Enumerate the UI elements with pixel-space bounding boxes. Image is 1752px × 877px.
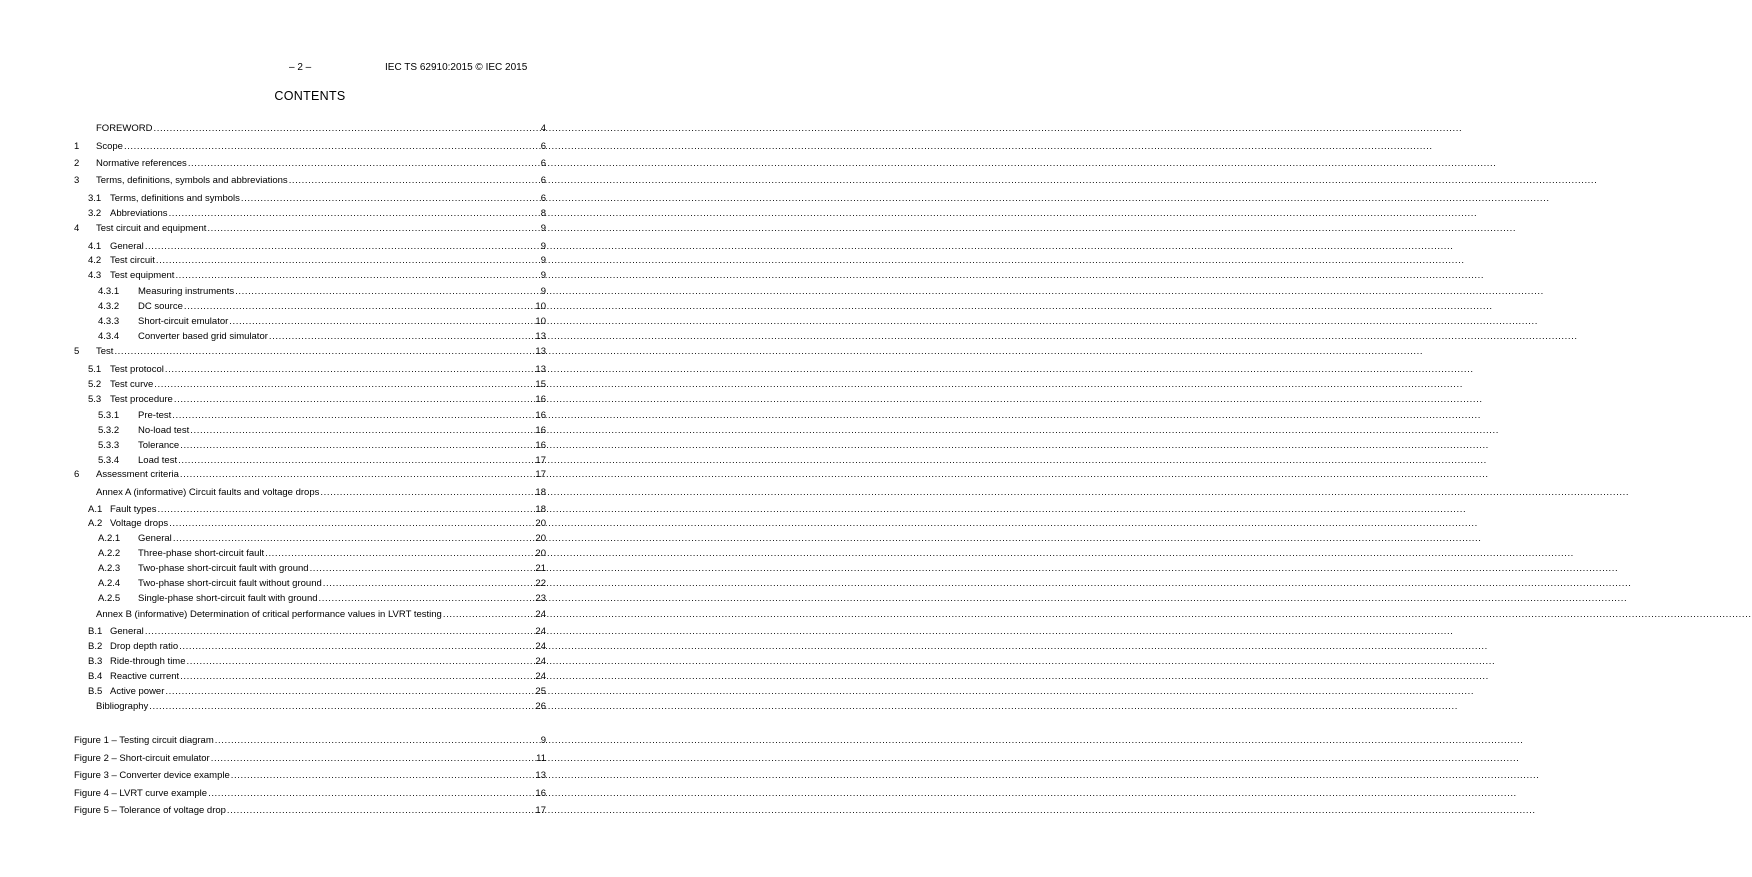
- toc-label: General: [138, 533, 172, 544]
- dot-leader: [229, 316, 534, 328]
- dot-leader: [157, 504, 534, 516]
- toc-number: 5.3.4: [98, 455, 120, 466]
- figure-page: 13: [535, 770, 546, 781]
- toc-entry[interactable]: [74, 139, 546, 153]
- toc-entry[interactable]: [74, 591, 546, 605]
- toc-label: General: [110, 241, 144, 252]
- toc-number: 4.2: [88, 255, 102, 266]
- dot-leader: [172, 410, 534, 422]
- toc-number: B.5: [88, 686, 103, 697]
- toc-label: Test curve: [110, 379, 154, 390]
- toc-number: 6: [74, 469, 80, 480]
- toc-label: Reactive current: [110, 671, 180, 682]
- toc-number: 4: [74, 223, 80, 234]
- toc-number: 5.2: [88, 379, 102, 390]
- toc-entry[interactable]: [74, 239, 546, 253]
- toc-page: 24: [535, 641, 546, 652]
- toc-page: 9: [540, 270, 546, 281]
- toc-entry[interactable]: [74, 408, 546, 422]
- toc-page: 6: [540, 175, 546, 186]
- figure-page: 11: [536, 753, 546, 764]
- dot-leader: [180, 440, 534, 452]
- dot-leader: [154, 379, 534, 391]
- toc-number: A.2.3: [98, 563, 121, 574]
- toc-page: 9: [540, 286, 546, 297]
- toc-number: 5.3.1: [98, 410, 120, 421]
- toc-page: 25: [535, 686, 546, 697]
- dot-leader: [165, 686, 534, 698]
- toc-page: 22: [535, 578, 546, 589]
- toc-label: Drop depth ratio: [110, 641, 179, 652]
- dot-leader: [319, 593, 535, 605]
- toc-label: Load test: [138, 455, 178, 466]
- toc-number: A.2.4: [98, 578, 121, 589]
- toc-label: Assessment criteria: [96, 469, 179, 480]
- toc-page: 20: [535, 548, 546, 559]
- toc-page: 13: [535, 364, 546, 375]
- toc-page: 9: [540, 255, 546, 266]
- toc-entry[interactable]: [74, 253, 546, 267]
- toc-page: 6: [540, 141, 546, 152]
- dot-leader: [269, 331, 535, 343]
- figure-label: Figure 1 – Testing circuit diagram: [74, 735, 214, 746]
- dot-leader: [180, 469, 535, 481]
- toc-entry[interactable]: [74, 624, 546, 638]
- toc-label: Two-phase short-circuit fault without ground: [138, 578, 322, 589]
- toc-number: B.3: [88, 656, 103, 667]
- dot-leader: [169, 208, 540, 220]
- toc-page: 16: [535, 425, 546, 436]
- figure-page: 17: [535, 805, 546, 816]
- dot-leader: [153, 123, 539, 135]
- toc-number: 4.1: [88, 241, 102, 252]
- toc-label: Annex B (informative) Determination of critical performance values in LVRT testing: [96, 609, 442, 620]
- page-title: CONTENTS: [274, 89, 346, 103]
- toc-number: 3.1: [88, 193, 102, 204]
- toc-entry[interactable]: [74, 344, 546, 358]
- toc-entry[interactable]: [74, 423, 546, 437]
- toc-page: 17: [535, 469, 546, 480]
- toc-page: 10: [535, 301, 546, 312]
- toc-number: 4.3.4: [98, 331, 120, 342]
- toc-label: Terms, definitions and symbols: [110, 193, 240, 204]
- toc-number: B.4: [88, 671, 103, 682]
- toc-label: Annex A (informative) Circuit faults and voltage drops: [96, 487, 320, 498]
- toc-page: 20: [535, 518, 546, 529]
- toc-label: Two-phase short-circuit fault with ground: [138, 563, 309, 574]
- toc-page: 24: [535, 609, 546, 620]
- dot-leader: [114, 346, 534, 358]
- figure-entry[interactable]: [74, 751, 546, 765]
- toc-entry[interactable]: [74, 329, 546, 343]
- toc-entry[interactable]: [74, 639, 546, 653]
- toc-entry[interactable]: [74, 607, 546, 621]
- toc-entry[interactable]: [74, 654, 546, 668]
- toc-label: Ride-through time: [110, 656, 186, 667]
- figure-page: 9: [540, 735, 546, 746]
- dot-leader: [208, 788, 534, 800]
- toc-entry[interactable]: [74, 516, 546, 530]
- figure-entry[interactable]: [74, 786, 546, 800]
- toc-page: 16: [535, 440, 546, 451]
- toc-entry[interactable]: [74, 531, 546, 545]
- toc-label: Scope: [96, 141, 123, 152]
- toc-entry[interactable]: [74, 392, 546, 406]
- toc-number: B.1: [88, 626, 103, 637]
- figure-label: Figure 4 – LVRT curve example: [74, 788, 208, 799]
- dot-leader: [156, 255, 540, 267]
- dot-leader: [231, 770, 535, 782]
- toc-entry[interactable]: [74, 438, 546, 452]
- toc-entry[interactable]: [74, 284, 546, 298]
- toc-page: 8: [540, 208, 546, 219]
- toc-entry[interactable]: [74, 314, 546, 328]
- toc-page: 24: [535, 626, 546, 637]
- toc-entry[interactable]: [74, 467, 546, 481]
- toc-page: 21: [535, 563, 546, 574]
- toc-number: 4.3.2: [98, 301, 120, 312]
- toc-label: No-load test: [138, 425, 190, 436]
- dot-leader: [215, 735, 540, 747]
- toc-number: 4.3.1: [98, 286, 120, 297]
- toc-entry[interactable]: [74, 502, 546, 516]
- page-number: – 2 –: [289, 62, 312, 73]
- dot-leader: [190, 425, 534, 437]
- dot-leader: [211, 753, 535, 765]
- dot-leader: [124, 141, 540, 153]
- dot-leader: [323, 578, 535, 590]
- toc-entry[interactable]: [74, 546, 546, 560]
- toc-number: 3: [74, 175, 80, 186]
- document-reference: IEC TS 62910:2015 © IEC 2015: [385, 62, 528, 73]
- dot-leader: [227, 805, 535, 817]
- dot-leader: [443, 609, 535, 621]
- dot-leader: [179, 641, 534, 653]
- toc-label: Test: [96, 346, 114, 357]
- toc-number: 5.3: [88, 394, 102, 405]
- toc-number: 4.3.3: [98, 316, 120, 327]
- dot-leader: [169, 518, 534, 530]
- dot-leader: [149, 701, 534, 713]
- toc-page: 6: [540, 193, 546, 204]
- toc-entry[interactable]: [74, 576, 546, 590]
- toc-label: Converter based grid simulator: [138, 331, 268, 342]
- dot-leader: [173, 533, 535, 545]
- toc-page: 24: [535, 671, 546, 682]
- toc-label: Test protocol: [110, 364, 164, 375]
- toc-number: A.2: [88, 518, 103, 529]
- dot-leader: [175, 270, 539, 282]
- toc-page: 26: [535, 701, 546, 712]
- figure-entry[interactable]: [74, 803, 546, 817]
- toc-number: 3.2: [88, 208, 102, 219]
- toc-number: 4.3: [88, 270, 102, 281]
- toc-label: Three-phase short-circuit fault: [138, 548, 265, 559]
- toc-number: 5: [74, 346, 80, 357]
- toc-page: 23: [535, 593, 546, 604]
- dot-leader: [145, 241, 540, 253]
- toc-label: Single-phase short-circuit fault with ground: [138, 593, 318, 604]
- dot-leader: [184, 301, 535, 313]
- dot-leader: [165, 364, 535, 376]
- toc-entry[interactable]: [74, 485, 546, 499]
- toc-page: 9: [540, 241, 546, 252]
- toc-entry[interactable]: [74, 377, 546, 391]
- toc-label: Fault types: [110, 504, 157, 515]
- toc-page: 13: [535, 346, 546, 357]
- dot-leader: [178, 455, 534, 467]
- toc-entry[interactable]: [74, 121, 546, 135]
- figure-label: Figure 3 – Converter device example: [74, 770, 230, 781]
- toc-label: Active power: [110, 686, 165, 697]
- toc-entry[interactable]: [74, 268, 546, 282]
- dot-leader: [235, 286, 540, 298]
- toc-entry[interactable]: [74, 699, 546, 713]
- dot-leader: [320, 487, 534, 499]
- dot-leader: [145, 626, 535, 638]
- toc-page: 10: [535, 316, 546, 327]
- toc-label: Tolerance: [138, 440, 180, 451]
- toc-number: 5.1: [88, 364, 102, 375]
- toc-label: FOREWORD: [96, 123, 153, 134]
- toc-entry[interactable]: [74, 561, 546, 575]
- dot-leader: [289, 175, 540, 187]
- toc-page: 16: [535, 410, 546, 421]
- toc-page: 20: [535, 533, 546, 544]
- figure-page: 16: [535, 788, 546, 799]
- dot-leader: [187, 656, 535, 668]
- dot-leader: [265, 548, 534, 560]
- toc-number: A.2.1: [98, 533, 121, 544]
- toc-page: 17: [535, 455, 546, 466]
- toc-label: Terms, definitions, symbols and abbreviations: [96, 175, 288, 186]
- toc-label: General: [110, 626, 144, 637]
- toc-entry[interactable]: [74, 669, 546, 683]
- toc-page: 4: [540, 123, 546, 134]
- toc-label: Pre-test: [138, 410, 172, 421]
- toc-entry[interactable]: [74, 362, 546, 376]
- toc-number: A.2.2: [98, 548, 121, 559]
- toc-label: DC source: [138, 301, 183, 312]
- toc-label: Abbreviations: [110, 208, 168, 219]
- toc-label: Test circuit: [110, 255, 155, 266]
- toc-label: Normative references: [96, 158, 187, 169]
- dot-leader: [310, 563, 535, 575]
- toc-page: 13: [535, 331, 546, 342]
- toc-number: B.2: [88, 641, 103, 652]
- toc-label: Test circuit and equipment: [96, 223, 207, 234]
- toc-page: 15: [535, 379, 546, 390]
- dot-leader: [188, 158, 540, 170]
- figure-label: Figure 2 – Short-circuit emulator: [74, 753, 210, 764]
- toc-page: 9: [540, 223, 546, 234]
- toc-number: 5.3.2: [98, 425, 120, 436]
- toc-page: 18: [535, 487, 546, 498]
- dot-leader: [174, 394, 535, 406]
- toc-label: Bibliography: [96, 701, 149, 712]
- toc-entry[interactable]: [74, 156, 546, 170]
- toc-page: 24: [535, 656, 546, 667]
- toc-entry[interactable]: [74, 453, 546, 467]
- toc-label: Test procedure: [110, 394, 173, 405]
- figure-entry[interactable]: [74, 733, 546, 747]
- toc-number: A.2.5: [98, 593, 121, 604]
- dot-leader: [241, 193, 540, 205]
- figure-label: Figure 5 – Tolerance of voltage drop: [74, 805, 226, 816]
- toc-label: Test equipment: [110, 270, 175, 281]
- toc-label: Short-circuit emulator: [138, 316, 229, 327]
- toc-label: Voltage drops: [110, 518, 169, 529]
- toc-entry[interactable]: [74, 299, 546, 313]
- toc-page: 6: [540, 158, 546, 169]
- toc-entry[interactable]: [74, 191, 546, 205]
- dot-leader: [180, 671, 534, 683]
- toc-number: 2: [74, 158, 80, 169]
- toc-number: 5.3.3: [98, 440, 120, 451]
- toc-page: 18: [535, 504, 546, 515]
- figure-entry[interactable]: [74, 768, 546, 782]
- dot-leader: [207, 223, 539, 235]
- toc-page: 16: [535, 394, 546, 405]
- toc-number: A.1: [88, 504, 103, 515]
- toc-entry[interactable]: [74, 221, 546, 235]
- toc-entry[interactable]: [74, 206, 546, 220]
- toc-entry[interactable]: [74, 684, 546, 698]
- toc-label: Measuring instruments: [138, 286, 235, 297]
- toc-entry[interactable]: [74, 173, 546, 187]
- toc-number: 1: [74, 141, 80, 152]
